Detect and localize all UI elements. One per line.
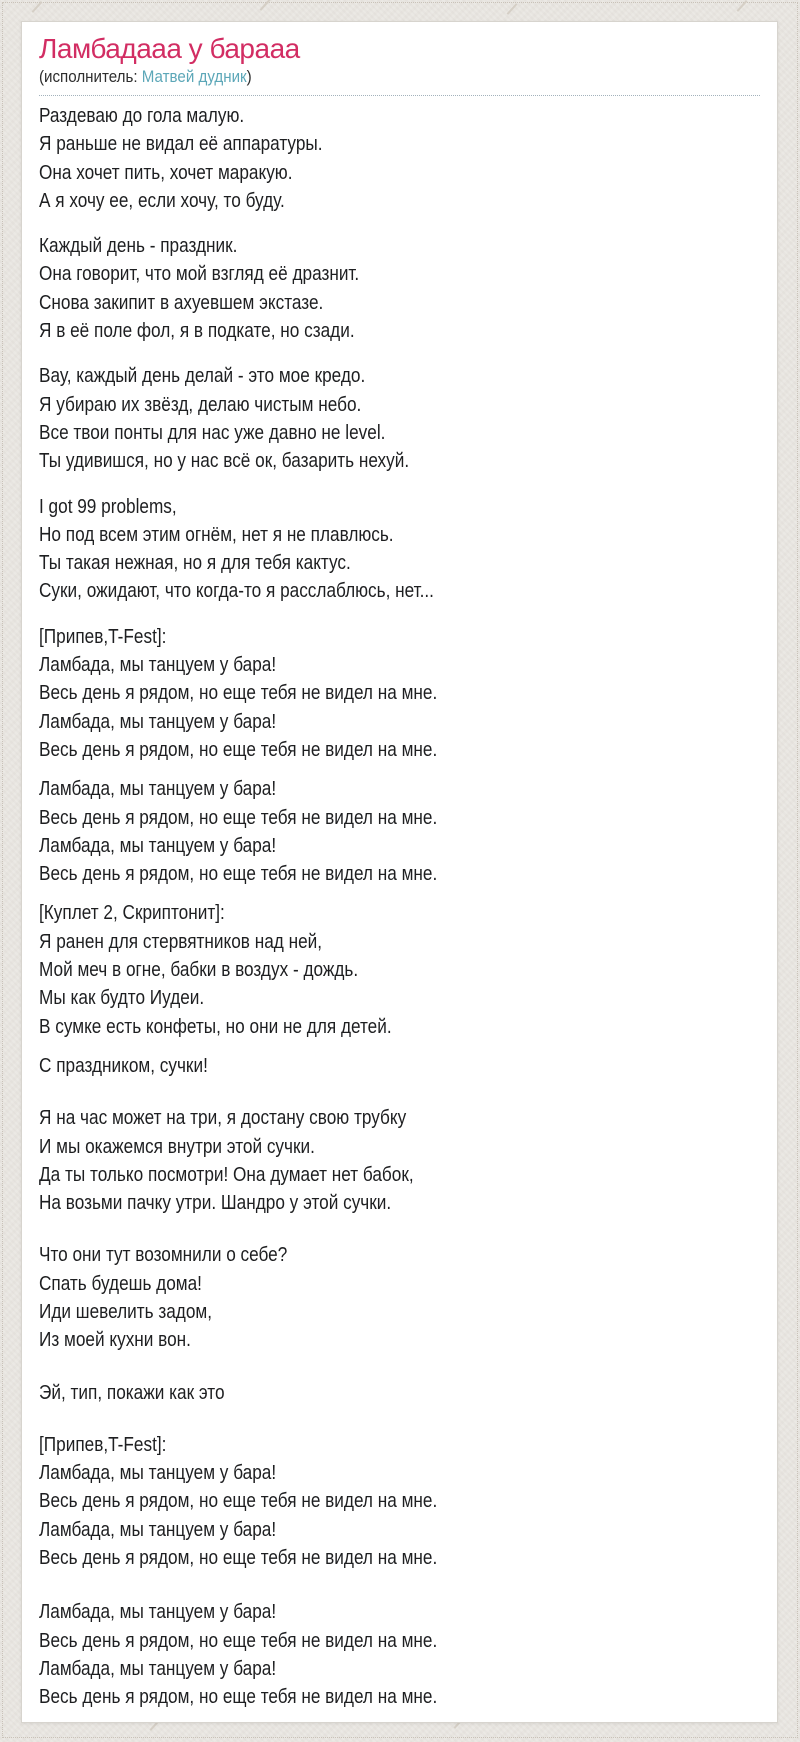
stanza: Раздеваю до гола малую. Я раньше не видал её аппаратуры. Она хочет пить, хочет маракую. А я хочу ее, если хочу, то буду.	[39, 105, 323, 212]
stanza: Эй, тип, покажи как это	[39, 1381, 225, 1404]
song-title: Ламбадааа у барааа	[39, 33, 300, 64]
dotted-separator	[39, 95, 760, 96]
stanza: [Припев,T-Fest]: Ламбада, мы танцуем у бара! Весь день я рядом, но еще тебя не видел на мне. Ламбада, мы танцуем у бара! Весь день я рядом, но еще тебя не видел на мне.	[39, 1433, 438, 1570]
artist-suffix-label: )	[246, 67, 252, 86]
artist-link[interactable]: Матвей дудник	[141, 67, 247, 86]
lyrics	[39, 102, 760, 1712]
stanza: Что они тут возомнили о себе? Спать будешь дома! Иди шевелить задом, Из моей кухни вон.	[39, 1244, 288, 1352]
stanza: Ламбада, мы танцуем у бара! Весь день я рядом, но еще тебя не видел на мне. Ламбада, мы танцуем у бара! Весь день я рядом, но еще тебя не видел на мне.	[39, 778, 438, 886]
stanza: Я на час может на три, я достану свою трубку И мы окажемся внутри этой сучки. Да ты только посмотри! Она думает нет бабок, На возьми пачку утри. Шандро у этой сучки.	[39, 1107, 414, 1215]
lyrics-card	[21, 21, 778, 1723]
stitch-mark	[737, 0, 748, 12]
stanza: Ламбада, мы танцуем у бара! Весь день я рядом, но еще тебя не видел на мне. Ламбада, мы танцуем у бара! Весь день я рядом, но еще тебя не видел на мне.	[39, 1601, 438, 1709]
stanza: I got 99 problems, Но под всем этим огнём, нет я не плавлюсь. Ты такая нежная, но я для тебя кактус. Суки, ожидают, что когда-то я расслаблюсь, нет...	[39, 495, 434, 603]
stanza: С праздником, сучки!	[39, 1054, 208, 1077]
artist-line	[39, 66, 764, 95]
stanza: Вау, каждый день делай - это мое кредо. Я убираю их звёзд, делаю чистым небо. Все твои понты для нас уже давно не level. Ты удивишся, но у нас всё ок, базарить нехуй.	[39, 365, 410, 473]
stitch-mark	[507, 3, 518, 15]
stitch-mark	[260, 0, 271, 11]
stanza: Каждый день - праздник. Она говорит, что мой взгляд её дразнит. Снова закипит в ахуевшем экстазе. Я в её поле фол, я в подкате, но сзади.	[39, 235, 360, 343]
artist-prefix-label: (исполнитель:	[39, 67, 138, 86]
stanza: [Припев,T-Fest]: Ламбада, мы танцуем у бара! Весь день я рядом, но еще тебя не видел на мне. Ламбада, мы танцуем у бара! Весь день я рядом, но еще тебя не видел на мне.	[39, 625, 438, 761]
stitch-mark	[32, 1, 43, 13]
stanza: [Куплет 2, Скриптонит]: Я ранен для стервятников над ней, Мой меч в огне, бабки в воздух - дождь. Мы как будто Иудеи. В сумке есть конфеты, но они не для детей.	[39, 902, 392, 1038]
